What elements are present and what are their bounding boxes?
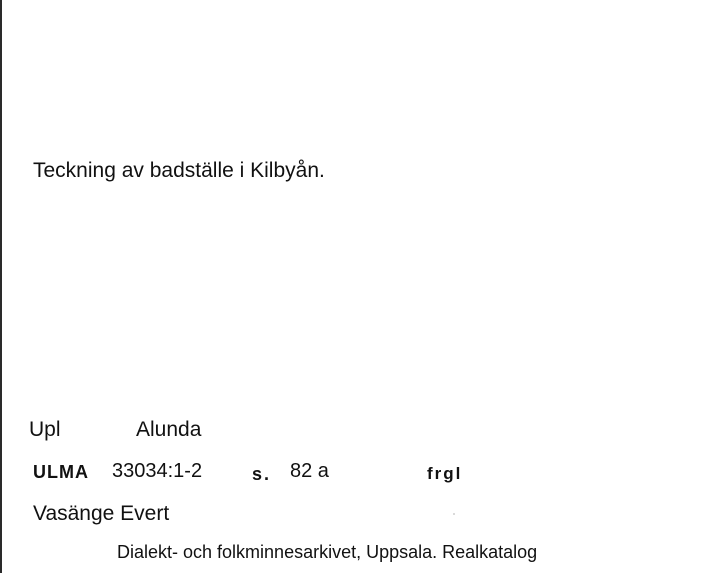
page-number: 82 a (290, 460, 329, 482)
paper-speck (453, 513, 455, 515)
category-code: frgl (427, 464, 463, 483)
archive-code: ULMA (33, 462, 89, 482)
accession-number: 33034:1-2 (112, 460, 203, 482)
card-left-edge (0, 0, 2, 573)
page-prefix: s. (252, 464, 272, 484)
province-label: Upl (29, 418, 61, 441)
parish-label: Alunda (136, 418, 202, 441)
card-caption: Teckning av badställe i Kilbyån. (33, 159, 325, 182)
archive-footer: Dialekt- och folkminnesarkivet, Uppsala. Realkatalog (117, 542, 538, 562)
informant-name: Vasänge Evert (33, 502, 170, 525)
